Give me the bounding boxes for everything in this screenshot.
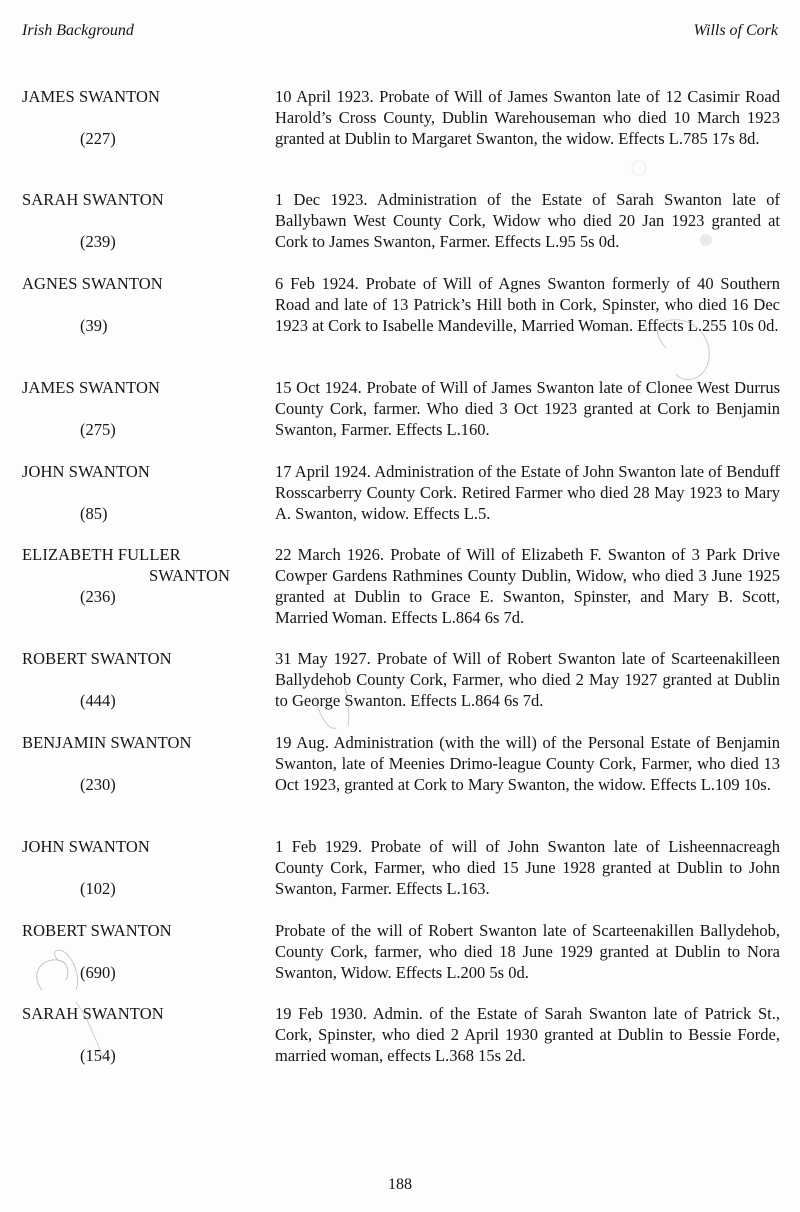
entry-name: JOHN SWANTON — [22, 462, 150, 481]
entry-name: SARAH SWANTON — [22, 190, 164, 209]
entry-reference: (102) — [80, 879, 116, 898]
entry-reference: (444) — [80, 691, 116, 710]
entry-reference: (690) — [80, 963, 116, 982]
entry-text: 22 March 1926. Probate of Will of Elizabeth F. Swanton of 3 Park Drive Cowper Gardens Rathmines County Dublin, Widow, who died 3 June 1925 granted at Dublin to Grace E. Swanton, Spinster, and Mary B. Scott, Married Woman. Effects L.864 6s 7d. — [275, 545, 780, 627]
running-header-right: Wills of Cork — [693, 22, 778, 39]
entry-text: 1 Dec 1923. Administration of the Estate of Sarah Swanton late of Ballybawn West County Cork, Widow who died 20 Jan 1923 granted at Cork to James Swanton, Farmer. Effects L.95 5s 0d. — [275, 190, 780, 251]
entry-name: JOHN SWANTON — [22, 837, 150, 856]
entry-reference: (39) — [80, 316, 108, 335]
entry-reference: (230) — [80, 775, 116, 794]
entry-reference: (239) — [80, 232, 116, 251]
entry-text: 17 April 1924. Administration of the Estate of John Swanton late of Benduff Rosscarberry County Cork. Retired Farmer who died 28 May 1923 to Mary A. Swanton, widow. Effects L.5. — [275, 462, 780, 523]
entry-name: JAMES SWANTON — [22, 87, 161, 106]
entry-name: JAMES SWANTON — [22, 378, 161, 397]
entry-text: 6 Feb 1924. Probate of Will of Agnes Swanton formerly of 40 Southern Road and late of 13 Patrick’s Hill both in Cork, Spinster, who died 16 Dec 1923 at Cork to Isabelle Mandeville, Married Woman. Effects L.255 10s 0d. — [275, 274, 780, 335]
entry-text: 10 April 1923. Probate of Will of James Swanton late of 12 Casimir Road Harold’s Cross County, Dublin Warehouseman who died 10 March 1923 granted at Dublin to Margaret Swanton, the widow. Effects L.785 17s 8d. — [275, 87, 780, 148]
entry-name-line-2: SWANTON — [149, 566, 231, 585]
page-number: 188 — [388, 1176, 412, 1193]
entry-name: BENJAMIN SWANTON — [22, 733, 192, 752]
entry-reference: (85) — [80, 504, 108, 523]
entry-name: AGNES SWANTON — [22, 274, 163, 293]
entry-text: 31 May 1927. Probate of Will of Robert Swanton late of Scarteenakilleen Ballydehob County Cork, Farmer, who died 2 May 1927 granted at Dublin to George Swanton. Effects L.864 6s 7d. — [275, 649, 780, 710]
entry-reference: (154) — [80, 1046, 116, 1065]
entry-reference: (236) — [80, 587, 116, 606]
entry-text: 15 Oct 1924. Probate of Will of James Swanton late of Clonee West Durrus County Cork, farmer. Who died 3 Oct 1923 granted at Cork to Benjamin Swanton, Farmer. Effects L.160. — [275, 378, 780, 439]
entry-text: 19 Feb 1930. Admin. of the Estate of Sarah Swanton late of Patrick St., Cork, Spinster, who died 2 April 1930 granted at Dublin to Bessie Forde, married woman, effects L.368 15s 2d. — [275, 1004, 780, 1065]
entry-name-line-1: ELIZABETH FULLER — [22, 545, 181, 564]
entry-name: ROBERT SWANTON — [22, 649, 172, 668]
running-header-left: Irish Background — [22, 22, 134, 39]
entry-text: Probate of the will of Robert Swanton late of Scarteenakillen Ballydehob, County Cork, farmer, who died 18 June 1929 granted at Dublin to Nora Swanton, Widow. Effects L.200 5s 0d. — [275, 921, 780, 982]
entry-text: 19 Aug. Administration (with the will) of the Personal Estate of Benjamin Swanton, late of Meenies Drimo-league County Cork, Farmer, who died 13 Oct 1923, granted at Cork to Mary Swanton, the widow. Effects L.109 10s. — [275, 733, 780, 794]
entry-name: ROBERT SWANTON — [22, 921, 172, 940]
entry-reference: (275) — [80, 420, 116, 439]
entry-reference: (227) — [80, 129, 116, 148]
entry-name: SARAH SWANTON — [22, 1004, 164, 1023]
entry-name — [22, 544, 242, 586]
entry-text: 1 Feb 1929. Probate of will of John Swanton late of Lisheennacreagh County Cork, Farmer, who died 15 June 1928 granted at Dublin to John Swanton, Farmer. Effects L.163. — [275, 837, 780, 898]
